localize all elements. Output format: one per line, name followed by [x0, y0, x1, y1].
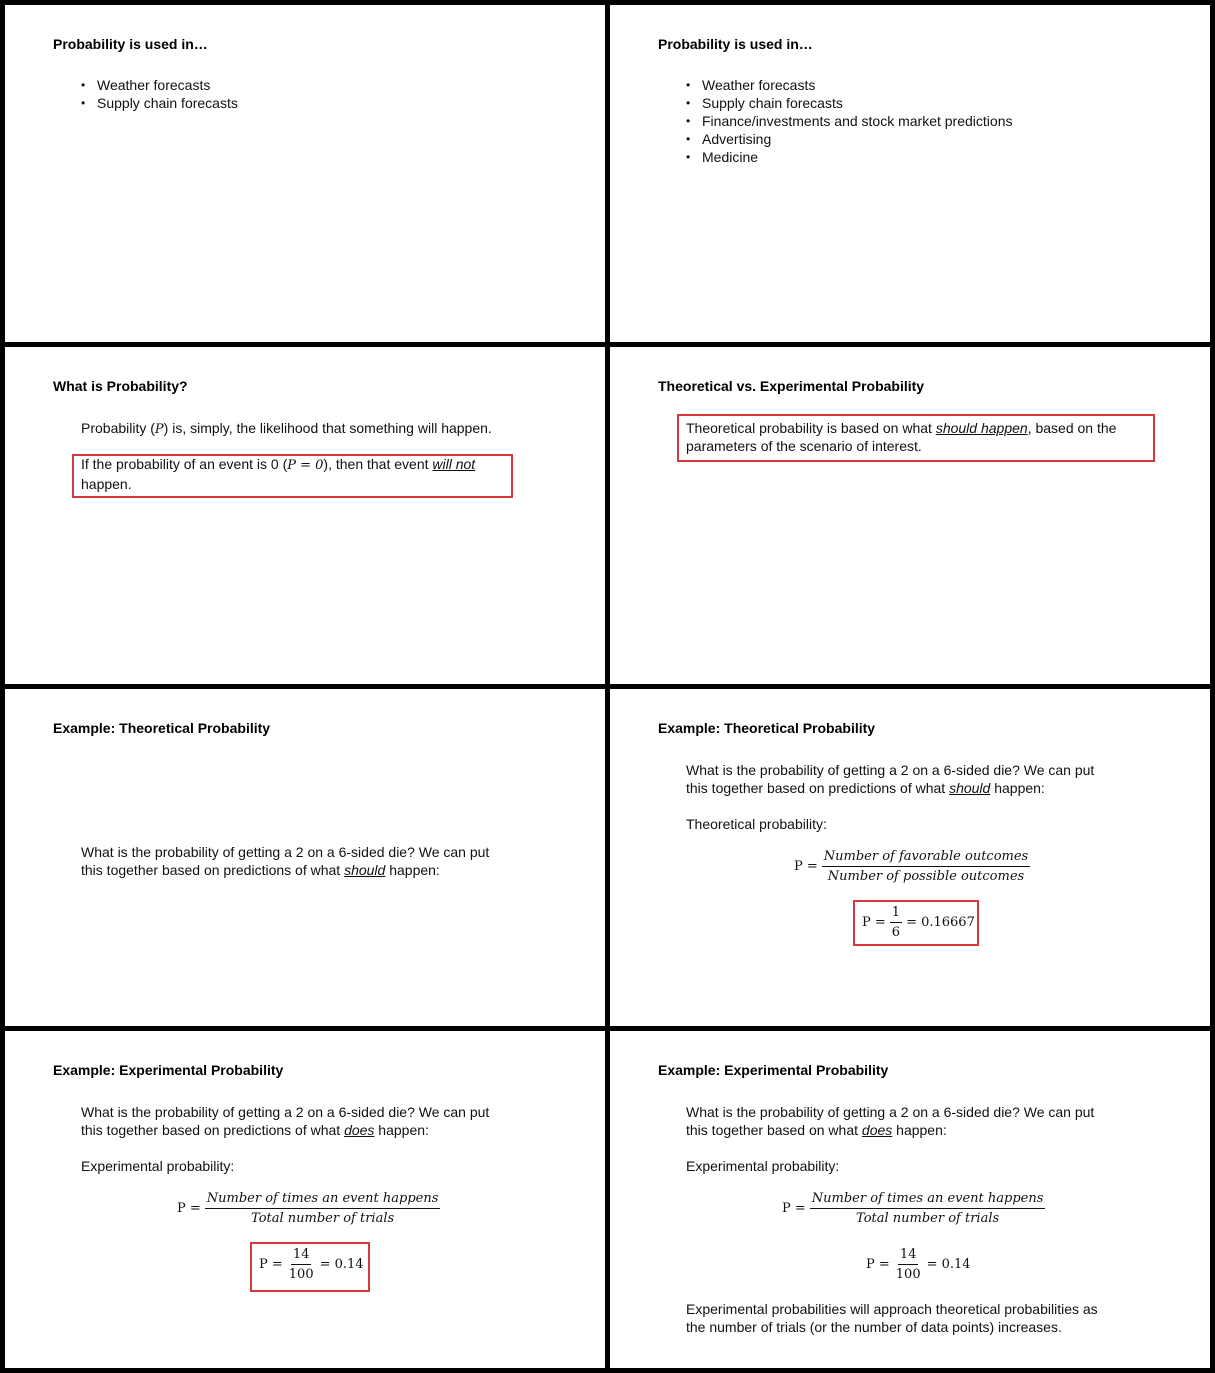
conclusion-text: Experimental probabilities will approach theoretical probabilities as the number of trials (or the number of data points) increases. — [686, 1301, 1098, 1335]
list-item: • Weather forecasts — [686, 76, 1012, 94]
fraction: $\frac{14}{100}$ — [288, 1247, 314, 1282]
slide-8 — [610, 1031, 1210, 1368]
emphasis-text: will not — [432, 456, 476, 472]
list-item: • Finance/investments and stock market predictions — [686, 112, 1012, 130]
formula-label: Experimental probability: — [686, 1158, 840, 1174]
list-item: • Weather forecasts — [81, 76, 238, 94]
definition-text: Probability (P) is, simply, the likelihood that something will happen. — [81, 420, 492, 437]
slide-title: Example: Experimental Probability — [658, 1062, 889, 1078]
formula: P = $\frac{\text{Number of favorable outcomes}}{\text{Number of possible outcomes}}$ — [794, 849, 1029, 884]
slide-5 — [5, 689, 605, 1026]
formula: P = $\frac{\text{Number of times an event happens}}{\text{Total number of trials}}$ — [782, 1191, 1044, 1226]
question-text: What is the probability of getting a 2 on a 6-sided die? We can put this together based on what does happen: — [686, 1104, 1095, 1138]
fraction: $\frac{1}{6}$ — [891, 905, 901, 940]
question-text: What is the probability of getting a 2 on a 6-sided die? We can put this together based on predictions of what should happen: — [686, 762, 1095, 796]
slide-title: What is Probability? — [53, 378, 188, 394]
list-item: • Medicine — [686, 148, 1012, 166]
formula-label: Experimental probability: — [81, 1158, 235, 1174]
slide-title: Example: Theoretical Probability — [658, 720, 876, 736]
slide-title: Example: Theoretical Probability — [53, 720, 271, 736]
question-text: What is the probability of getting a 2 on a 6-sided die? We can put this together based on predictions of what should happen: — [81, 844, 490, 878]
highlight-text: Theoretical probability is based on what should happen, based on the parameters of the scenario of interest. — [686, 420, 1117, 454]
list-item: • Supply chain forecasts — [81, 94, 238, 112]
question-text: What is the probability of getting a 2 on a 6-sided die? We can put this together based on predictions of what does happen: — [81, 1104, 490, 1138]
slide-6 — [610, 689, 1210, 1026]
slide-1 — [5, 5, 605, 342]
emphasis-text: should happen — [935, 420, 1028, 436]
highlight-text: If the probability of an event is 0 (P = 0), then that event will not happen. — [81, 456, 476, 492]
fraction: $\frac{\text{Number of favorable outcomes}}{\text{Number of possible outcomes}}$ — [823, 849, 1029, 884]
math-variable: P — [154, 422, 164, 437]
emphasis-text: does — [861, 1122, 893, 1138]
slide-title: Probability is used in… — [53, 36, 208, 52]
slide-title: Probability is used in… — [658, 36, 813, 52]
slide-7 — [5, 1031, 605, 1368]
slide-4 — [610, 347, 1210, 684]
list-item: • Advertising — [686, 130, 1012, 148]
emphasis-text: does — [344, 1122, 375, 1138]
slide-title: Theoretical vs. Experimental Probability — [658, 378, 925, 394]
result-formula: P = $\frac{14}{100}$ = 0.14 — [259, 1247, 364, 1282]
slide-2 — [610, 5, 1210, 342]
fraction: $\frac{\text{Number of times an event happens}}{\text{Total number of trials}}$ — [811, 1191, 1044, 1226]
fraction: $\frac{14}{100}$ — [895, 1247, 921, 1282]
slide-3 — [5, 347, 605, 684]
bullet-list — [81, 76, 238, 112]
emphasis-text: should — [949, 780, 991, 796]
emphasis-text: should — [344, 862, 386, 878]
slide-title: Example: Experimental Probability — [53, 1062, 284, 1078]
fraction: $\frac{\text{Number of times an event happens}}{\text{Total number of trials}}$ — [206, 1191, 439, 1226]
result-formula: P = $\frac{14}{100}$ = 0.14 — [866, 1247, 971, 1282]
formula: P = $\frac{\text{Number of times an event happens}}{\text{Total number of trials}}$ — [177, 1191, 439, 1226]
result-formula: P = $\frac{1}{6}$ = 0.16667 — [862, 905, 975, 940]
list-item: • Supply chain forecasts — [686, 94, 1012, 112]
math-expression: P = 0 — [287, 458, 324, 473]
formula-label: Theoretical probability: — [686, 816, 827, 832]
bullet-list — [686, 76, 1012, 166]
